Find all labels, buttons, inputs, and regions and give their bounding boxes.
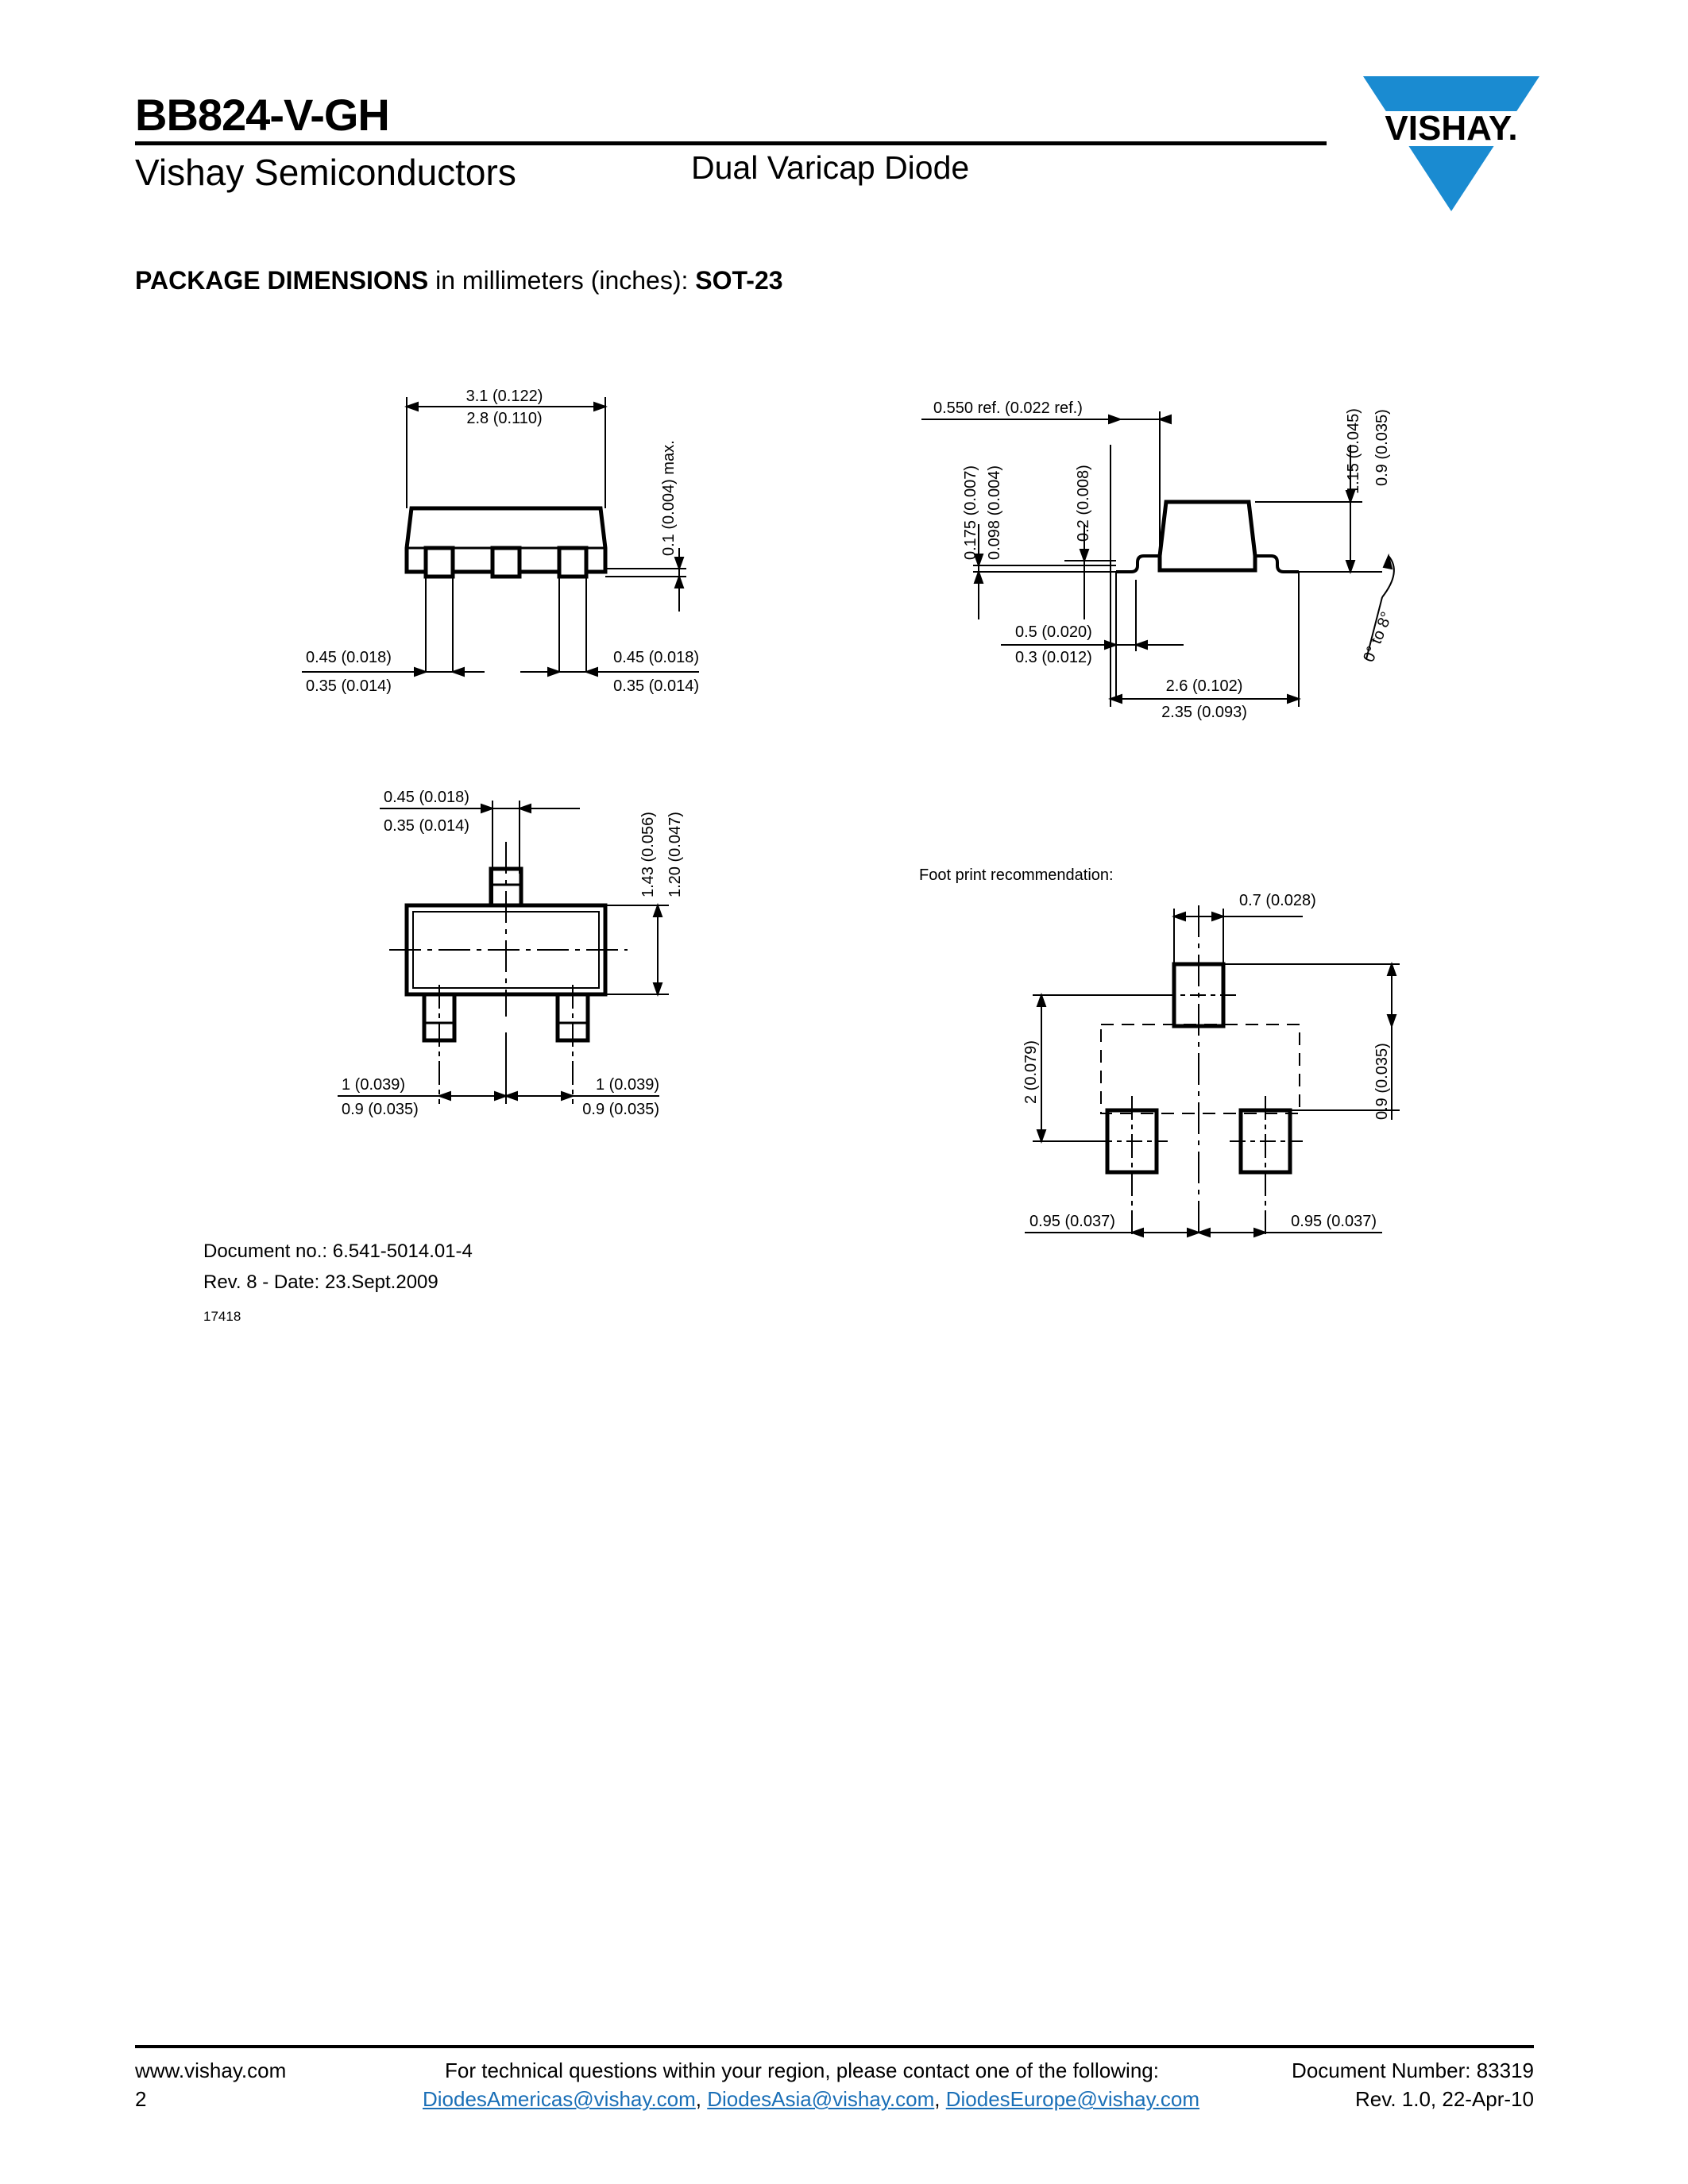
top-height-max: 0.1 (0.004) max. (660, 440, 678, 556)
top-width-max: 3.1 (0.122) (465, 388, 543, 405)
email-asia-link[interactable]: DiodesAsia@vishay.com (707, 2087, 935, 2111)
part-number: BB824-V-GH (135, 90, 389, 140)
plan-view-drawing (338, 801, 669, 1104)
footer-website[interactable]: www.vishay.com (135, 2059, 287, 2082)
plan-lead-max: 0.45 (0.018) (384, 789, 469, 806)
footer-rule (135, 2045, 1534, 2048)
side-thickness-2: 0.098 (0.004) (986, 465, 1003, 560)
top-lead-left-max: 0.45 (0.018) (306, 649, 392, 666)
side-height-max: 1.15 (0.045) (1345, 408, 1362, 494)
plan-height-max: 1.43 (0.056) (639, 812, 657, 897)
top-lead-right-min: 0.35 (0.014) (613, 677, 699, 695)
document-number-info: Document no.: 6.541-5014.01-4 (203, 1241, 473, 1262)
top-view-drawing (302, 397, 699, 676)
top-lead-left-min: 0.35 (0.014) (306, 677, 392, 695)
plan-pitch-left-max: 1 (0.039) (342, 1076, 406, 1094)
figure-number: 17418 (203, 1309, 241, 1324)
plan-height-min: 1.20 (0.047) (666, 812, 684, 897)
side-span-max: 2.6 (0.102) (1165, 677, 1243, 695)
side-span-min: 2.35 (0.093) (1161, 704, 1247, 721)
footer-emails (423, 2087, 1199, 2112)
top-width-min: 2.8 (0.110) (466, 410, 543, 427)
email-europe-link[interactable]: DiodesEurope@vishay.com (945, 2087, 1199, 2111)
footer-revision: Rev. 1.0, 22-Apr-10 (1355, 2087, 1534, 2111)
footprint-pitch-left: 0.95 (0.037) (1029, 1213, 1115, 1230)
footprint-pad-width: 0.7 (0.028) (1239, 892, 1316, 909)
footprint-total-height: 2 (0.079) (1022, 1040, 1040, 1104)
side-thickness-1: 0.175 (0.007) (962, 465, 979, 560)
logo-text: VISHAY. (1385, 109, 1518, 148)
footprint-drawing (1025, 905, 1400, 1239)
section-title-bold: PACKAGE DIMENSIONS (135, 266, 429, 295)
company-name: Vishay Semiconductors (135, 152, 516, 193)
plan-pitch-right-min: 0.9 (0.035) (582, 1101, 659, 1118)
side-thickness-3: 0.2 (0.008) (1075, 465, 1092, 542)
footprint-pitch-right: 0.95 (0.037) (1291, 1213, 1377, 1230)
footprint-pad-height: 0.9 (0.035) (1373, 1043, 1391, 1120)
email-separator-2: , (934, 2087, 946, 2111)
side-foot-min: 0.3 (0.012) (1015, 649, 1092, 666)
plan-lead-min: 0.35 (0.014) (384, 817, 469, 835)
document-revision-info: Rev. 8 - Date: 23.Sept.2009 (203, 1271, 438, 1293)
footer-page-number: 2 (135, 2087, 147, 2111)
side-foot-max: 0.5 (0.020) (1015, 623, 1092, 641)
email-separator-1: , (695, 2087, 708, 2111)
plan-pitch-left-min: 0.9 (0.035) (342, 1101, 419, 1118)
side-height-min: 0.9 (0.035) (1373, 409, 1391, 486)
document-subtitle: Dual Varicap Diode (691, 149, 970, 186)
email-americas-link[interactable]: DiodesAmericas@vishay.com (423, 2087, 696, 2111)
top-lead-right-max: 0.45 (0.018) (613, 649, 699, 666)
footer-contact-text: For technical questions within your region, please contact one of the following: (445, 2059, 1159, 2082)
plan-pitch-right-max: 1 (0.039) (595, 1076, 659, 1094)
section-title-package: SOT-23 (695, 266, 783, 295)
footprint-title: Foot print recommendation: (919, 866, 1114, 884)
section-title-mid: in millimeters (inches): (428, 266, 696, 295)
footer-document-number: Document Number: 83319 (1292, 2059, 1534, 2082)
side-ref-length: 0.550 ref. (0.022 ref.) (933, 399, 1083, 417)
side-angle: 0° to 8° (1360, 609, 1396, 665)
